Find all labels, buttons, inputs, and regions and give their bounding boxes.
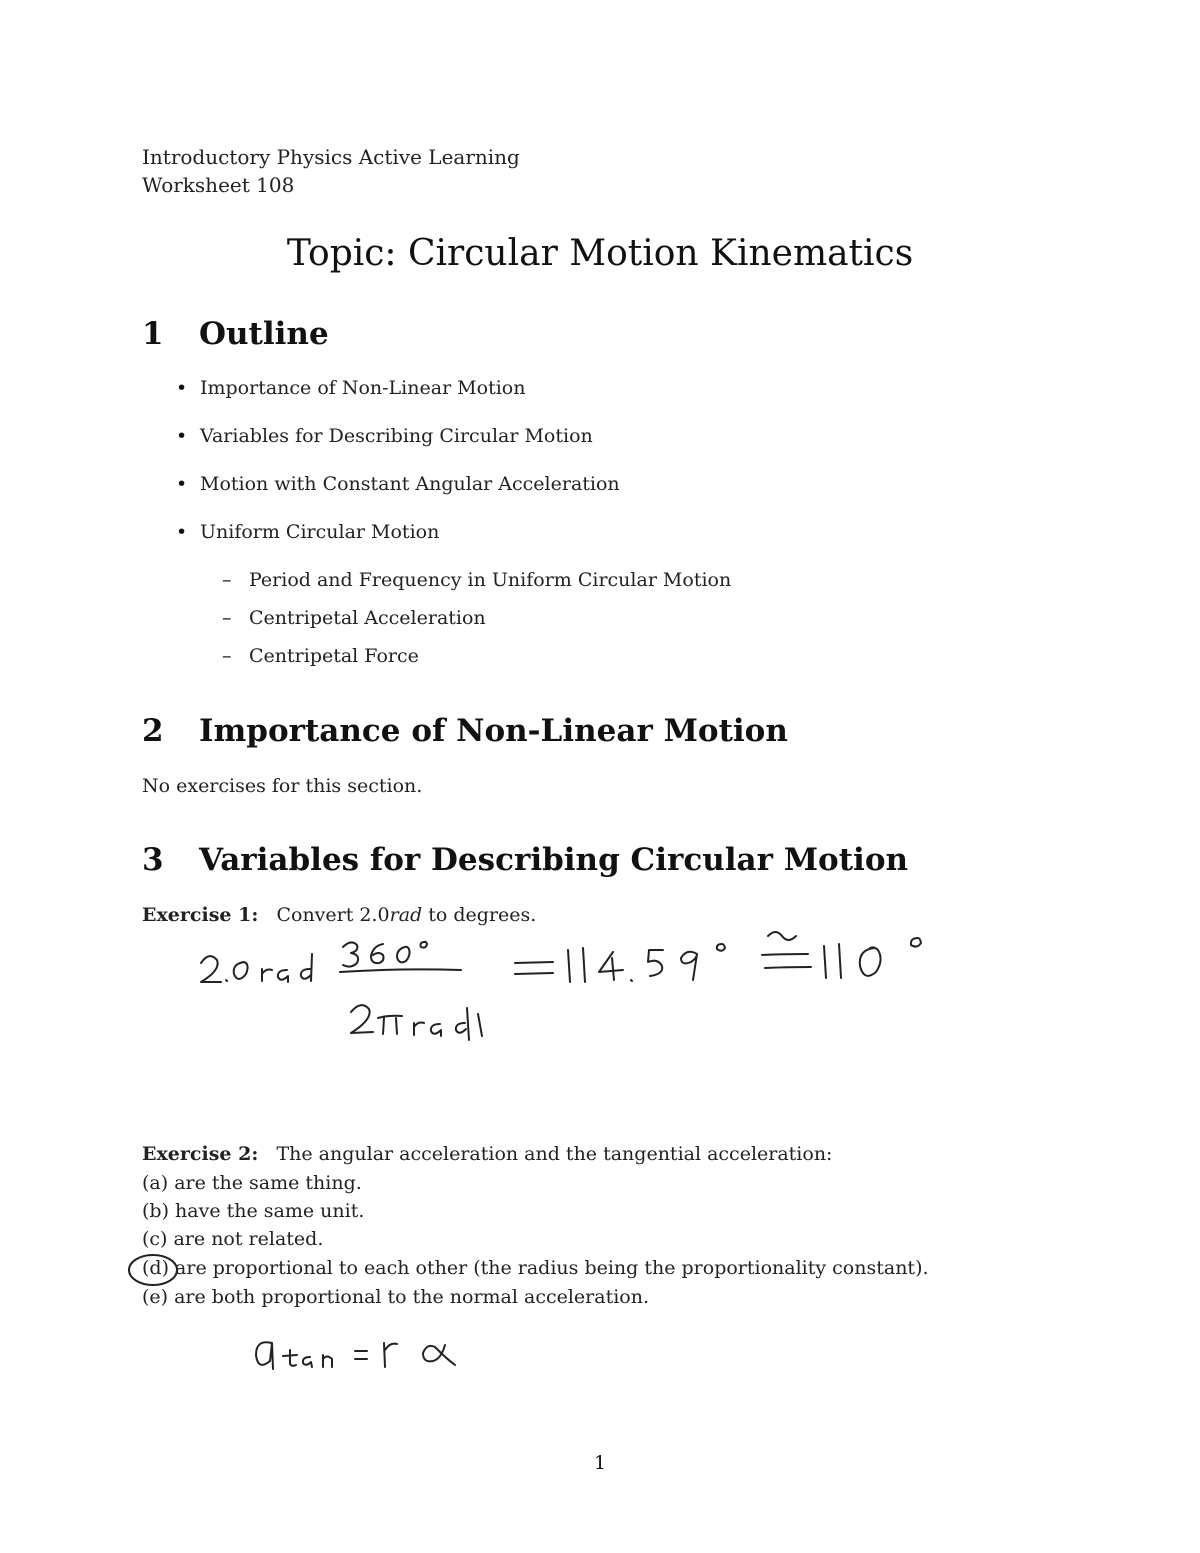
handwritten-exercise-1-work bbox=[201, 932, 921, 1040]
outline-subitem: Centripetal Acceleration bbox=[249, 607, 486, 629]
option-c: (c) are not related. bbox=[142, 1228, 324, 1250]
dash-icon: – bbox=[222, 645, 232, 667]
page-number: 1 bbox=[593, 1452, 607, 1474]
outline-subitem: Centripetal Force bbox=[249, 645, 419, 667]
worksheet-number: Worksheet 108 bbox=[142, 173, 295, 197]
exercise-1-text-end: to degrees. bbox=[422, 904, 537, 926]
outline-item: Importance of Non-Linear Motion bbox=[200, 377, 526, 399]
option-a: (a) are the same thing. bbox=[142, 1172, 362, 1194]
dash-icon: – bbox=[222, 569, 232, 591]
exercise-2-question: The angular acceleration and the tangential acceleration: bbox=[276, 1143, 833, 1165]
section-1-number: 1 bbox=[142, 316, 164, 352]
section-1-title: Outline bbox=[199, 316, 329, 352]
outline-item: Uniform Circular Motion bbox=[200, 521, 440, 543]
exercise-1-text: Convert 2.0 bbox=[276, 904, 390, 926]
option-e: (e) are both proportional to the normal acceleration. bbox=[142, 1286, 650, 1308]
outline-subitem: Period and Frequency in Uniform Circular Motion bbox=[249, 569, 732, 591]
handwritten-exercise-2-answer bbox=[129, 1255, 455, 1369]
dash-icon: – bbox=[222, 607, 232, 629]
option-d: (d) are proportional to each other (the radius being the proportionality constant). bbox=[142, 1257, 929, 1279]
section-2-number: 2 bbox=[142, 713, 164, 749]
section-2-title: Importance of Non-Linear Motion bbox=[199, 713, 788, 749]
bullet-icon: • bbox=[176, 473, 188, 495]
section-3-number: 3 bbox=[142, 842, 164, 878]
outline-item: Motion with Constant Angular Acceleration bbox=[200, 473, 620, 495]
exercise-1-label: Exercise 1: bbox=[142, 904, 259, 926]
option-b: (b) have the same unit. bbox=[142, 1200, 365, 1222]
section-3-title: Variables for Describing Circular Motion bbox=[199, 842, 909, 878]
bullet-icon: • bbox=[176, 521, 188, 543]
outline-item: Variables for Describing Circular Motion bbox=[200, 425, 593, 447]
page-title: Topic: Circular Motion Kinematics bbox=[286, 233, 914, 274]
bullet-icon: • bbox=[176, 425, 188, 447]
section-2-text: No exercises for this section. bbox=[142, 775, 423, 797]
exercise-2-label: Exercise 2: bbox=[142, 1143, 259, 1165]
bullet-icon: • bbox=[176, 377, 188, 399]
course-name: Introductory Physics Active Learning bbox=[142, 145, 520, 169]
exercise-1-unit: rad bbox=[389, 904, 423, 926]
